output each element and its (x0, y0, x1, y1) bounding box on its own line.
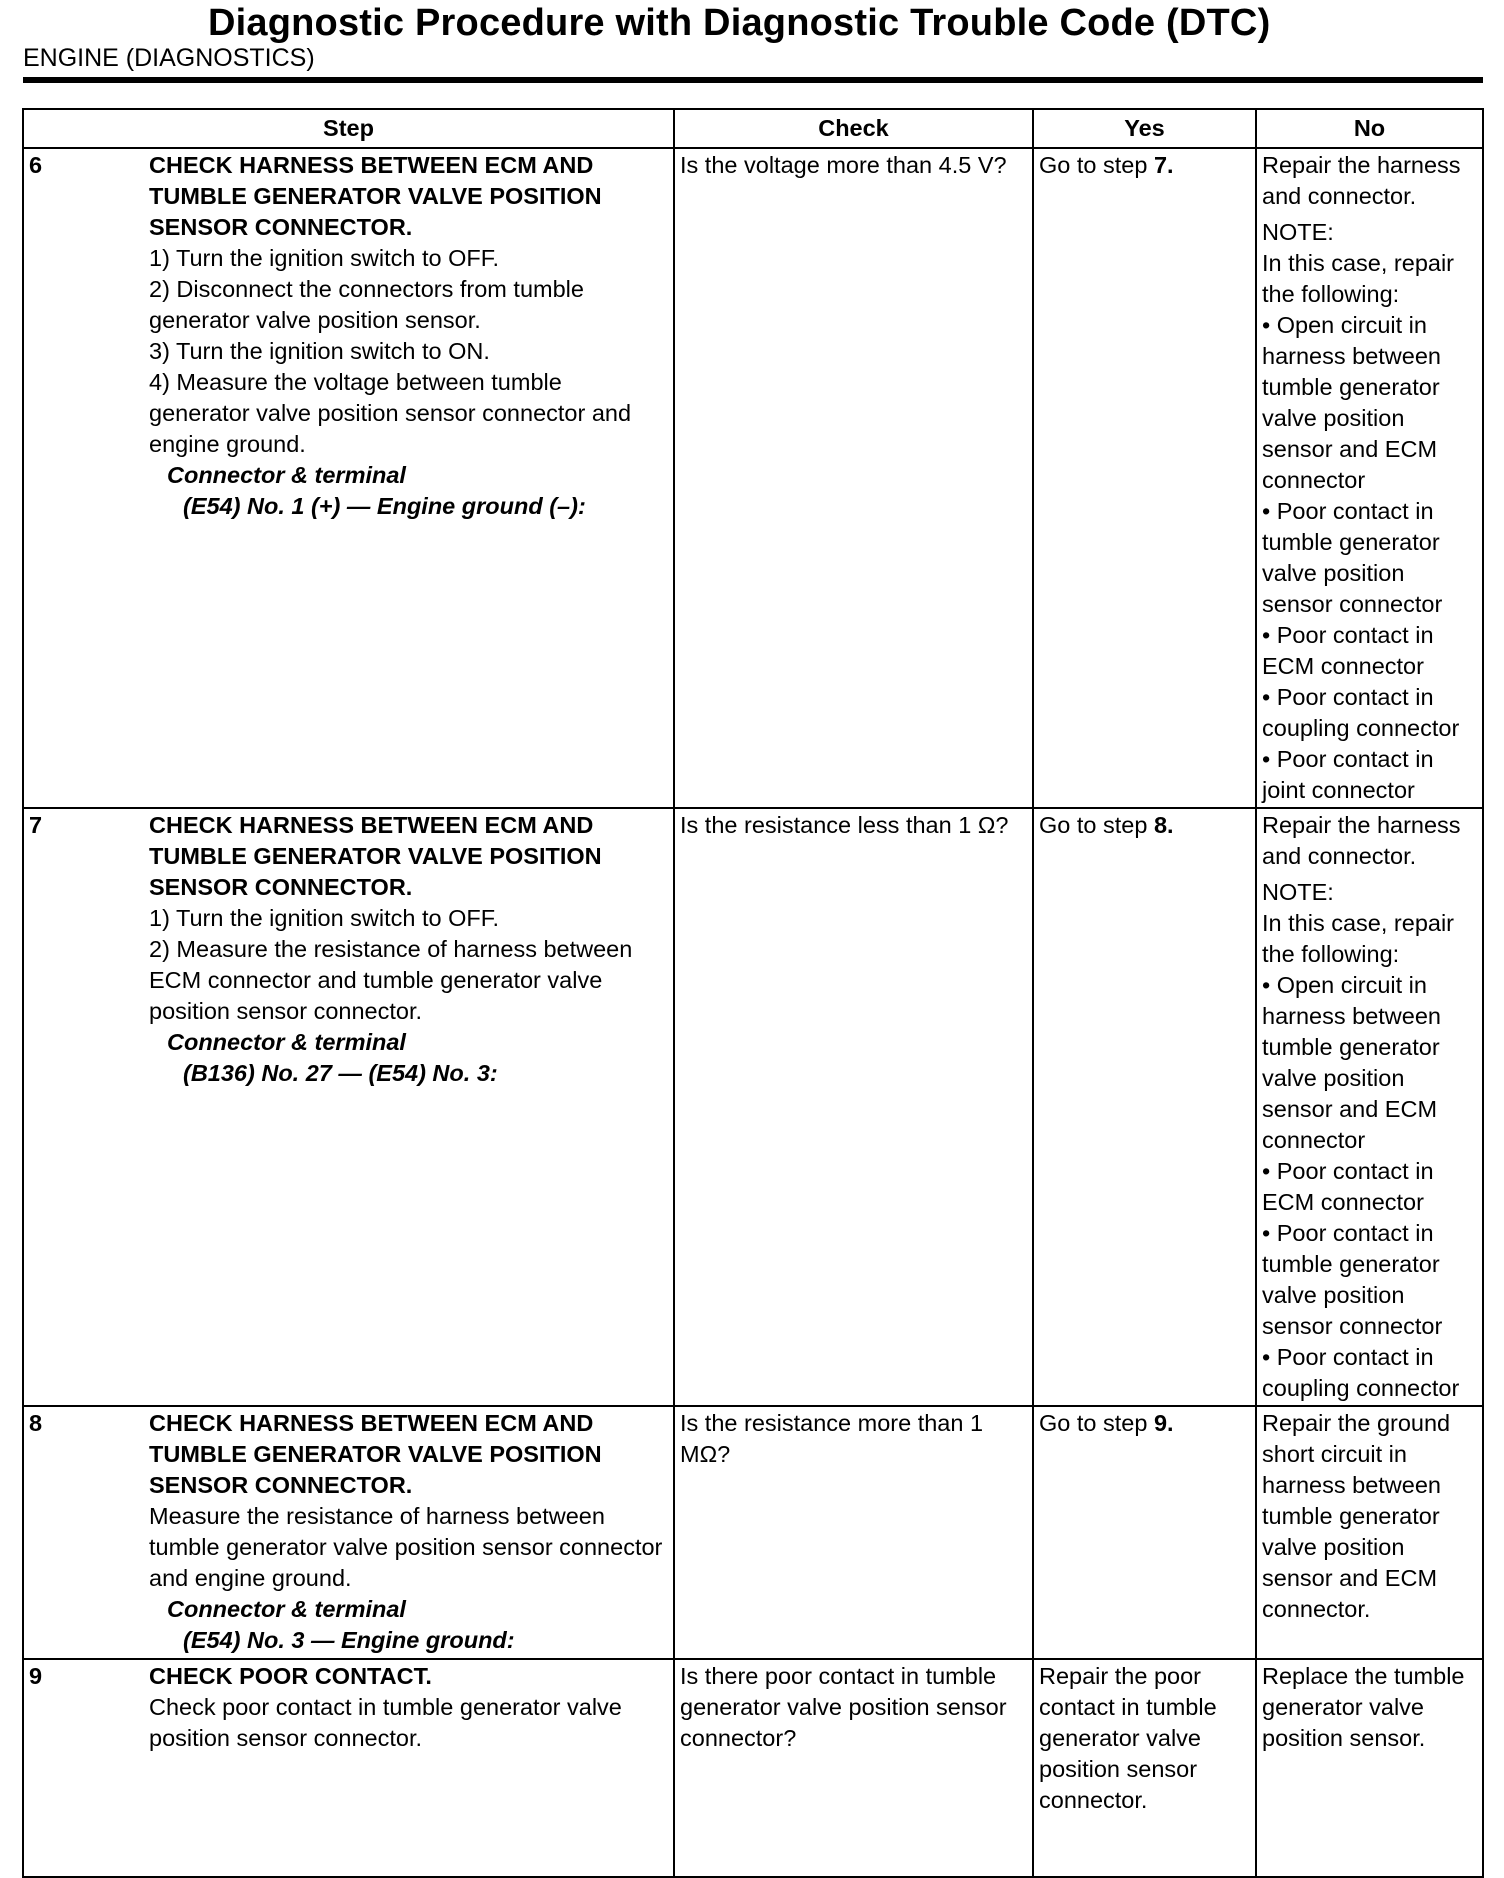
column-header-no: No (1256, 109, 1483, 148)
list-item: • Open circuit in harness between tumble generator valve position sensor and ECM connector (1262, 312, 1441, 493)
step-title: CHECK POOR CONTACT. (149, 1663, 432, 1689)
note-label: NOTE: (1262, 219, 1334, 245)
table-row-step-9 (23, 1659, 1483, 1877)
note-text: In this case, repair the following: (1262, 250, 1455, 307)
step-number: 7 (29, 812, 43, 838)
instruction: 3) Turn the ignition switch to ON. (149, 338, 490, 364)
instruction: Check poor contact in tumble generator valve position sensor connector. (149, 1694, 622, 1751)
table-header-row (23, 109, 1483, 148)
list-item: • Open circuit in harness between tumble generator valve position sensor and ECM connector (1262, 972, 1441, 1153)
table-row-step-8 (23, 1406, 1483, 1659)
column-header-check: Check (674, 109, 1033, 148)
yes-cell (1033, 1406, 1256, 1659)
step-title: CHECK HARNESS BETWEEN ECM AND TUMBLE GENERATOR VALVE POSITION SENSOR CONNECTOR. (149, 1410, 602, 1498)
page-subtitle: ENGINE (DIAGNOSTICS) (23, 44, 315, 72)
list-item: • Poor contact in coupling connector (1262, 684, 1460, 741)
instruction: 2) Measure the resistance of harness between ECM connector and tumble generator valve position sensor connector. (149, 936, 633, 1024)
connector-terminal: (B136) No. 27 — (E54) No. 3: (183, 1060, 498, 1086)
instruction: 2) Disconnect the connectors from tumble generator valve position sensor. (149, 276, 584, 333)
no-cell (1256, 148, 1483, 808)
yes-step: 8. (1153, 812, 1174, 838)
check-cell: Is the resistance less than 1 Ω? (674, 808, 1033, 1406)
note-label: NOTE: (1262, 879, 1334, 905)
yes-step: 7. (1153, 152, 1174, 178)
note-text: In this case, repair the following: (1262, 910, 1455, 967)
connector-label: Connector & terminal (167, 1596, 406, 1622)
list-item: • Poor contact in ECM connector (1262, 1158, 1434, 1215)
connector-label: Connector & terminal (167, 1029, 406, 1055)
yes-text: Go to step (1039, 1410, 1154, 1436)
step-title: CHECK HARNESS BETWEEN ECM AND TUMBLE GENERATOR VALVE POSITION SENSOR CONNECTOR. (149, 812, 602, 900)
check-cell: Is there poor contact in tumble generator valve position sensor connector? (674, 1659, 1033, 1877)
yes-step: 9. (1153, 1410, 1174, 1436)
no-action: Repair the harness and connector. (1262, 152, 1461, 209)
step-cell (23, 1406, 674, 1659)
diagnostic-table (22, 108, 1484, 1878)
no-cell: Repair the ground short circuit in harness between tumble generator valve position sensor and ECM connector. (1256, 1406, 1483, 1659)
list-item: • Poor contact in tumble generator valve position sensor connector (1262, 1220, 1443, 1339)
step-cell (23, 1659, 674, 1877)
step-title: CHECK HARNESS BETWEEN ECM AND TUMBLE GENERATOR VALVE POSITION SENSOR CONNECTOR. (149, 152, 602, 240)
table-row-step-7 (23, 808, 1483, 1406)
list-item: • Poor contact in ECM connector (1262, 622, 1434, 679)
table-row-step-6 (23, 148, 1483, 808)
connector-terminal: (E54) No. 3 — Engine ground: (183, 1627, 515, 1653)
page-title: Diagnostic Procedure with Diagnostic Trouble Code (DTC) (208, 2, 1271, 44)
step-cell (23, 148, 674, 808)
no-cell: Replace the tumble generator valve position sensor. (1256, 1659, 1483, 1877)
check-cell: Is the resistance more than 1 MΩ? (674, 1406, 1033, 1659)
list-item: • Poor contact in joint connector (1262, 746, 1434, 803)
yes-text: Go to step (1039, 152, 1154, 178)
column-header-step: Step (23, 109, 674, 148)
no-action: Repair the harness and connector. (1262, 812, 1461, 869)
yes-text: Go to step (1039, 812, 1154, 838)
column-header-yes: Yes (1033, 109, 1256, 148)
list-item: • Poor contact in tumble generator valve position sensor connector (1262, 498, 1443, 617)
list-item: • Poor contact in coupling connector (1262, 1344, 1460, 1401)
no-cell (1256, 808, 1483, 1406)
yes-cell (1033, 148, 1256, 808)
instruction: Measure the resistance of harness between tumble generator valve position sensor connector and engine ground. (149, 1503, 663, 1591)
step-number: 6 (29, 152, 43, 178)
connector-terminal: (E54) No. 1 (+) — Engine ground (–): (183, 493, 586, 519)
connector-label: Connector & terminal (167, 462, 406, 488)
check-cell: Is the voltage more than 4.5 V? (674, 148, 1033, 808)
step-cell (23, 808, 674, 1406)
yes-cell: Repair the poor contact in tumble generator valve position sensor connector. (1033, 1659, 1256, 1877)
step-number: 8 (29, 1410, 43, 1436)
instruction: 1) Turn the ignition switch to OFF. (149, 905, 500, 931)
step-number: 9 (29, 1663, 43, 1689)
instruction: 1) Turn the ignition switch to OFF. (149, 245, 500, 271)
yes-cell (1033, 808, 1256, 1406)
instruction: 4) Measure the voltage between tumble generator valve position sensor connector and engine ground. (149, 369, 632, 457)
title-divider (23, 77, 1483, 83)
